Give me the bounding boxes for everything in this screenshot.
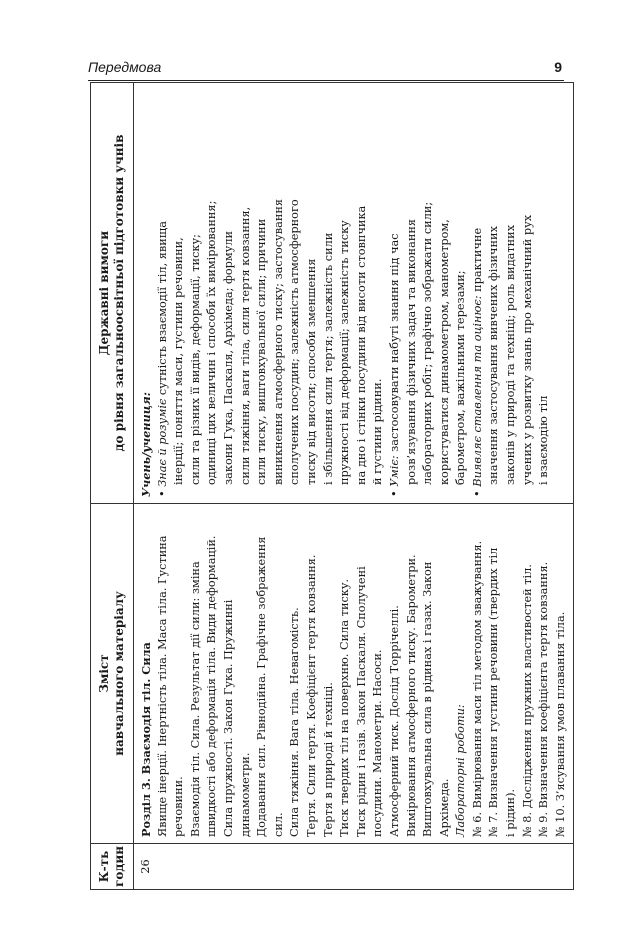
content-line: Сила тяжіння. Вага тіла. Невагомість. xyxy=(288,607,302,837)
content-line: Тиск рідин і газів. Закон Паскаля. Сполучені xyxy=(354,566,368,837)
content-line: посудини. Манометри. Насоси. xyxy=(371,649,385,837)
requirement-line: сили та різних її видів, деформації, тиску; xyxy=(188,234,202,485)
requirement-line: виникнення атмосферного тиску; застосування xyxy=(271,198,285,485)
requirement-line: сполучених посудин; залежність атмосферного xyxy=(288,199,302,485)
content-lines xyxy=(155,510,454,837)
page-header xyxy=(88,58,564,81)
requirement-line: тиску від висоти; способи зменшення xyxy=(304,258,318,485)
requirement-line: лабораторних робіт; графічно зображати сили; xyxy=(421,201,435,485)
requirement-line: розв’язування фізичних задач та виконання xyxy=(404,218,418,485)
section-title: Передмова xyxy=(88,59,162,75)
attitude-block: • Виявляє ставлення та оцінює: практичне значення застосування вивчених фізичних законів у природі та техніці; роль видатних учених у розвитку знань про механічний рух і взаємодію тіл xyxy=(470,89,553,497)
content-line: Явище інерції. Інертність тіла. Маса тіла. Густина xyxy=(155,535,169,837)
lab-line: № 7. Визначення густини речовини (твердих тіл xyxy=(487,547,501,837)
table-row xyxy=(134,83,574,890)
requirement-line: пружності від деформації; залежність тиску xyxy=(338,220,352,485)
content-line: Сила пружності. Закон Гука. Пружинні xyxy=(221,599,235,837)
table-header-row xyxy=(91,83,134,890)
requirement-line: сили тиску, виштовхувальної сили; причини xyxy=(255,218,269,485)
requirement-line: закони Гука, Паскаля, Архімеда; формули xyxy=(221,230,235,485)
can-block: • Уміє: застосовувати набуті знання під час розв’язування фізичних задач та виконання лабораторних робіт; графічно зображати сили; користуватися динамометром, манометром, барометром, важільними терезами; xyxy=(387,89,470,497)
content-line: Взаємодія тіл. Сила. Результат дії сили: зміна xyxy=(188,561,202,837)
header-hours: К-ть годин xyxy=(91,844,134,890)
labs-lines xyxy=(470,510,570,837)
requirement-line: законів у природі та техніці; роль видатних xyxy=(504,224,518,485)
content-line: динамометри. xyxy=(238,752,252,837)
requirement-line: інерції; поняття маси, густини речовини, xyxy=(172,237,186,485)
requirement-line: сили тяжіння, ваги тіла, сили тертя ковзання, xyxy=(238,206,252,485)
knows-label: Знає й розуміє xyxy=(155,398,169,487)
content-line: Архімеда. xyxy=(437,778,451,837)
content-line: Тиск твердих тіл на поверхню. Сила тиску. xyxy=(338,578,352,837)
curriculum-table-rotated xyxy=(90,82,567,890)
requirement-line: значення застосування вивчених фізичних xyxy=(487,226,501,485)
requirement-line: одиниці цих величин і способи їх вимірювання; xyxy=(205,200,219,485)
page-number: 9 xyxy=(554,59,562,75)
requirement-line: на дно і стінки посудини від висоти стовпчика xyxy=(354,205,368,485)
content-line: сил. xyxy=(271,812,285,837)
content-cell xyxy=(134,504,574,844)
requirements-cell xyxy=(134,83,574,504)
requirement-line: користуватися динамометром, манометром, xyxy=(437,219,451,485)
content-line: Додавання сил. Рівнодійна. Графічне зображення xyxy=(255,536,269,837)
knows-block: • Знає й розуміє сутність взаємодії тіл, явища інерції; поняття маси, густини речовини, сили та різних її видів, деформації, тиску; одиниці цих величин і способи їх вимірювання; закони Гука, Паскаля, Архімеда; формули сили тяжіння, ваги тіла, сили тертя ковзання, сили тиску, виштовхувальної сили; причини виникнення атмосферного тиску; застосування сполучених посудин; залежність атмосферного тиску від висоти; способи зменшення і збільшення сили тертя; залежність сили пружності від деформації; залежність тиску на дно і стінки посудини від висоти стовпчика й густини рідини. xyxy=(155,89,387,497)
requirement-line: й густини рідини. xyxy=(371,378,385,485)
content-line: Тертя в природі й техніці. xyxy=(321,682,335,837)
hours-cell: 26 xyxy=(134,844,574,890)
curriculum-table xyxy=(90,82,574,890)
header-content: Зміст навчального матеріалу xyxy=(91,504,134,844)
content-line: Атмосферний тиск. Дослід Торрічеллі. xyxy=(387,605,401,837)
content-line: Тертя. Сили тертя. Коефіцієнт тертя ковзання. xyxy=(304,554,318,837)
content-line: Вимірювання атмосферного тиску. Барометри. xyxy=(404,554,418,837)
lab-line: № 9. Визначення коефіцієнта тертя ковзання. xyxy=(537,561,551,837)
lab-line: № 10. З’ясування умов плавання тіла. xyxy=(553,611,567,837)
content-line: Виштовхувальна сила в рідинах і газах. Закон xyxy=(421,561,435,837)
header-requirements: Державні вимоги до рівня загальноосвітньої підготовки учнів xyxy=(91,83,134,504)
student-label: Учень/учениця: xyxy=(139,392,153,497)
unit-title: Розділ 3. Взаємодія тіл. Сила xyxy=(139,642,153,837)
requirement-line: і збільшення сили тертя; залежність сили xyxy=(321,232,335,485)
attitude-label: Виявляє ставлення та оцінює: xyxy=(470,295,484,487)
requirement-line: барометром, важільними терезами; xyxy=(454,270,468,485)
content-line: речовини. xyxy=(172,776,186,837)
can-label: Уміє: xyxy=(387,455,401,487)
requirement-line: учених у розвитку знань про механічний рух xyxy=(520,214,534,485)
lab-line: № 6. Вимірювання маси тіл методом зважування. xyxy=(470,540,484,837)
lab-line: і рідин). xyxy=(504,788,518,837)
lab-line: № 8. Дослідження пружних властивостей тіл. xyxy=(520,564,534,837)
labs-title: Лабораторні роботи: xyxy=(454,704,468,837)
requirement-line: і взаємодію тіл xyxy=(537,395,551,485)
content-line: швидкості або деформація тіла. Види деформацій. xyxy=(205,535,219,837)
